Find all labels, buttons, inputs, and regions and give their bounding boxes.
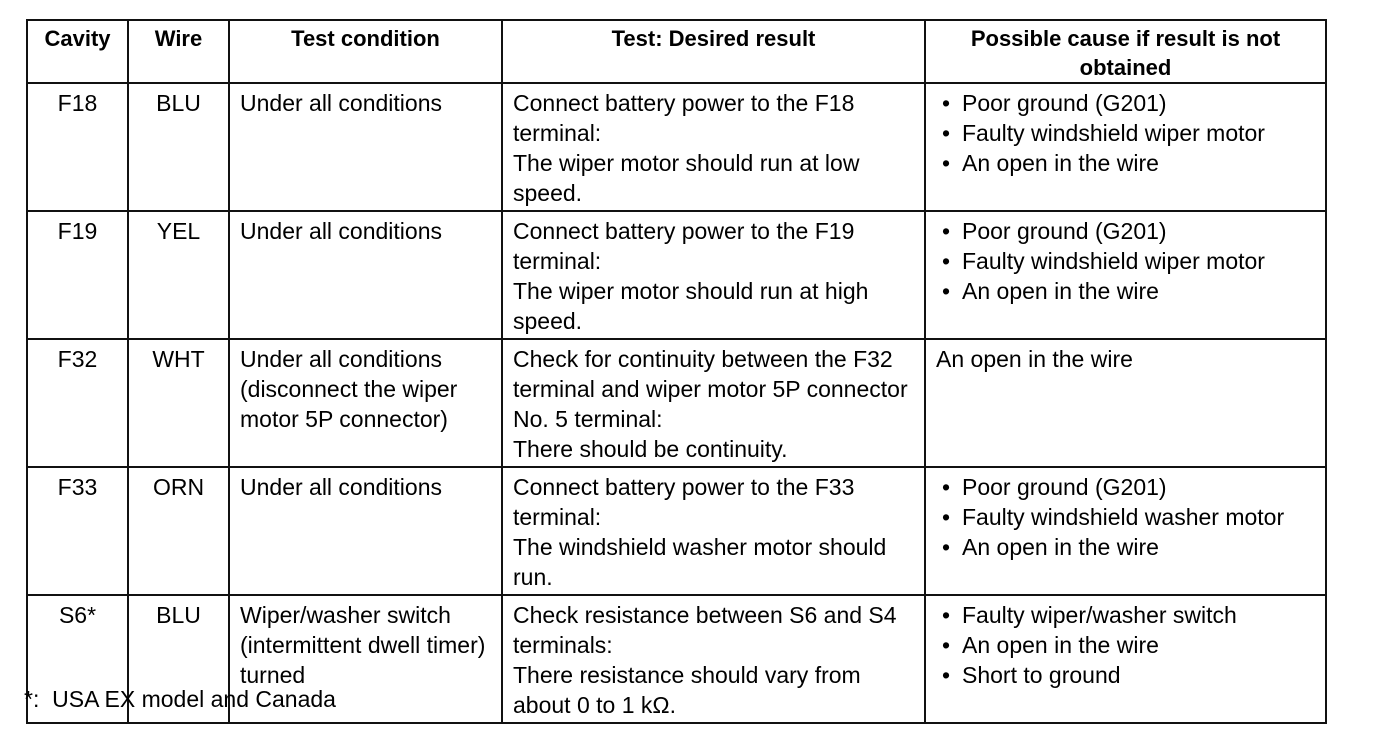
wire-color-cell: ORN — [128, 467, 229, 595]
cause-item: • An open in the wire — [936, 532, 1315, 562]
test-condition-cell: Under all conditions — [229, 83, 502, 211]
cause-item: • Faulty windshield washer motor — [936, 502, 1315, 532]
cause-list — [936, 600, 1315, 690]
test-condition-cell: Wiper/washer switch (intermittent dwell timer) turned — [229, 595, 502, 723]
test-condition-cell: Under all conditions — [229, 211, 502, 339]
cause-item: • Poor ground (G201) — [936, 88, 1315, 118]
table-row — [27, 467, 1326, 595]
cause-list — [936, 88, 1315, 178]
possible-cause-cell — [925, 595, 1326, 723]
possible-cause-cell — [925, 211, 1326, 339]
desired-result-cell — [502, 339, 925, 467]
result-instruction: Check for continuity between the F32 terminal and wiper motor 5P connector No. 5 terminal: — [513, 346, 908, 432]
cause-item: • Short to ground — [936, 660, 1315, 690]
header-possible-cause: Possible cause if result is not obtained — [925, 20, 1326, 83]
cavity-cell: F33 — [27, 467, 128, 595]
cavity-cell: F19 — [27, 211, 128, 339]
cause-item: • Poor ground (G201) — [936, 472, 1315, 502]
desired-result-cell — [502, 83, 925, 211]
result-expectation: There resistance should vary from about 0 to 1 kΩ. — [513, 662, 861, 718]
result-expectation: There should be continuity. — [513, 436, 788, 462]
header-cavity: Cavity — [27, 20, 128, 83]
header-test-condition: Test condition — [229, 20, 502, 83]
wire-color-cell: BLU — [128, 595, 229, 723]
cause-item: • Faulty windshield wiper motor — [936, 118, 1315, 148]
header-wire: Wire — [128, 20, 229, 83]
header-desired-result: Test: Desired result — [502, 20, 925, 83]
cavity-cell: F18 — [27, 83, 128, 211]
possible-cause-cell — [925, 339, 1326, 467]
possible-cause-cell — [925, 83, 1326, 211]
cause-item: • Poor ground (G201) — [936, 216, 1315, 246]
cause-text: An open in the wire — [936, 346, 1133, 372]
desired-result-cell — [502, 211, 925, 339]
cause-list — [936, 216, 1315, 306]
wiper-test-table — [26, 19, 1327, 724]
result-expectation: The wiper motor should run at low speed. — [513, 150, 860, 206]
footnote: *: USA EX model and Canada — [24, 686, 336, 712]
test-condition-cell: Under all conditions — [229, 467, 502, 595]
table-header-row — [27, 20, 1326, 83]
wire-color-cell: BLU — [128, 83, 229, 211]
table-row — [27, 211, 1326, 339]
result-instruction: Check resistance between S6 and S4 terminals: — [513, 602, 897, 658]
cause-item: • An open in the wire — [936, 630, 1315, 660]
table-row — [27, 83, 1326, 211]
cause-item: • Faulty windshield wiper motor — [936, 246, 1315, 276]
possible-cause-cell — [925, 467, 1326, 595]
cavity-cell: S6* — [27, 595, 128, 723]
result-instruction: Connect battery power to the F19 terminal: — [513, 218, 855, 274]
desired-result-cell — [502, 467, 925, 595]
cause-list — [936, 472, 1315, 562]
table-row — [27, 339, 1326, 467]
wire-color-cell: WHT — [128, 339, 229, 467]
cavity-cell: F32 — [27, 339, 128, 467]
cause-item: • An open in the wire — [936, 148, 1315, 178]
result-expectation: The windshield washer motor should run. — [513, 534, 887, 590]
cause-item: • Faulty wiper/washer switch — [936, 600, 1315, 630]
wire-color-cell: YEL — [128, 211, 229, 339]
test-condition-cell: Under all conditions (disconnect the wiper motor 5P connector) — [229, 339, 502, 467]
desired-result-cell — [502, 595, 925, 723]
result-instruction: Connect battery power to the F18 terminal: — [513, 90, 855, 146]
result-instruction: Connect battery power to the F33 terminal: — [513, 474, 855, 530]
cause-item: • An open in the wire — [936, 276, 1315, 306]
result-expectation: The wiper motor should run at high speed. — [513, 278, 869, 334]
